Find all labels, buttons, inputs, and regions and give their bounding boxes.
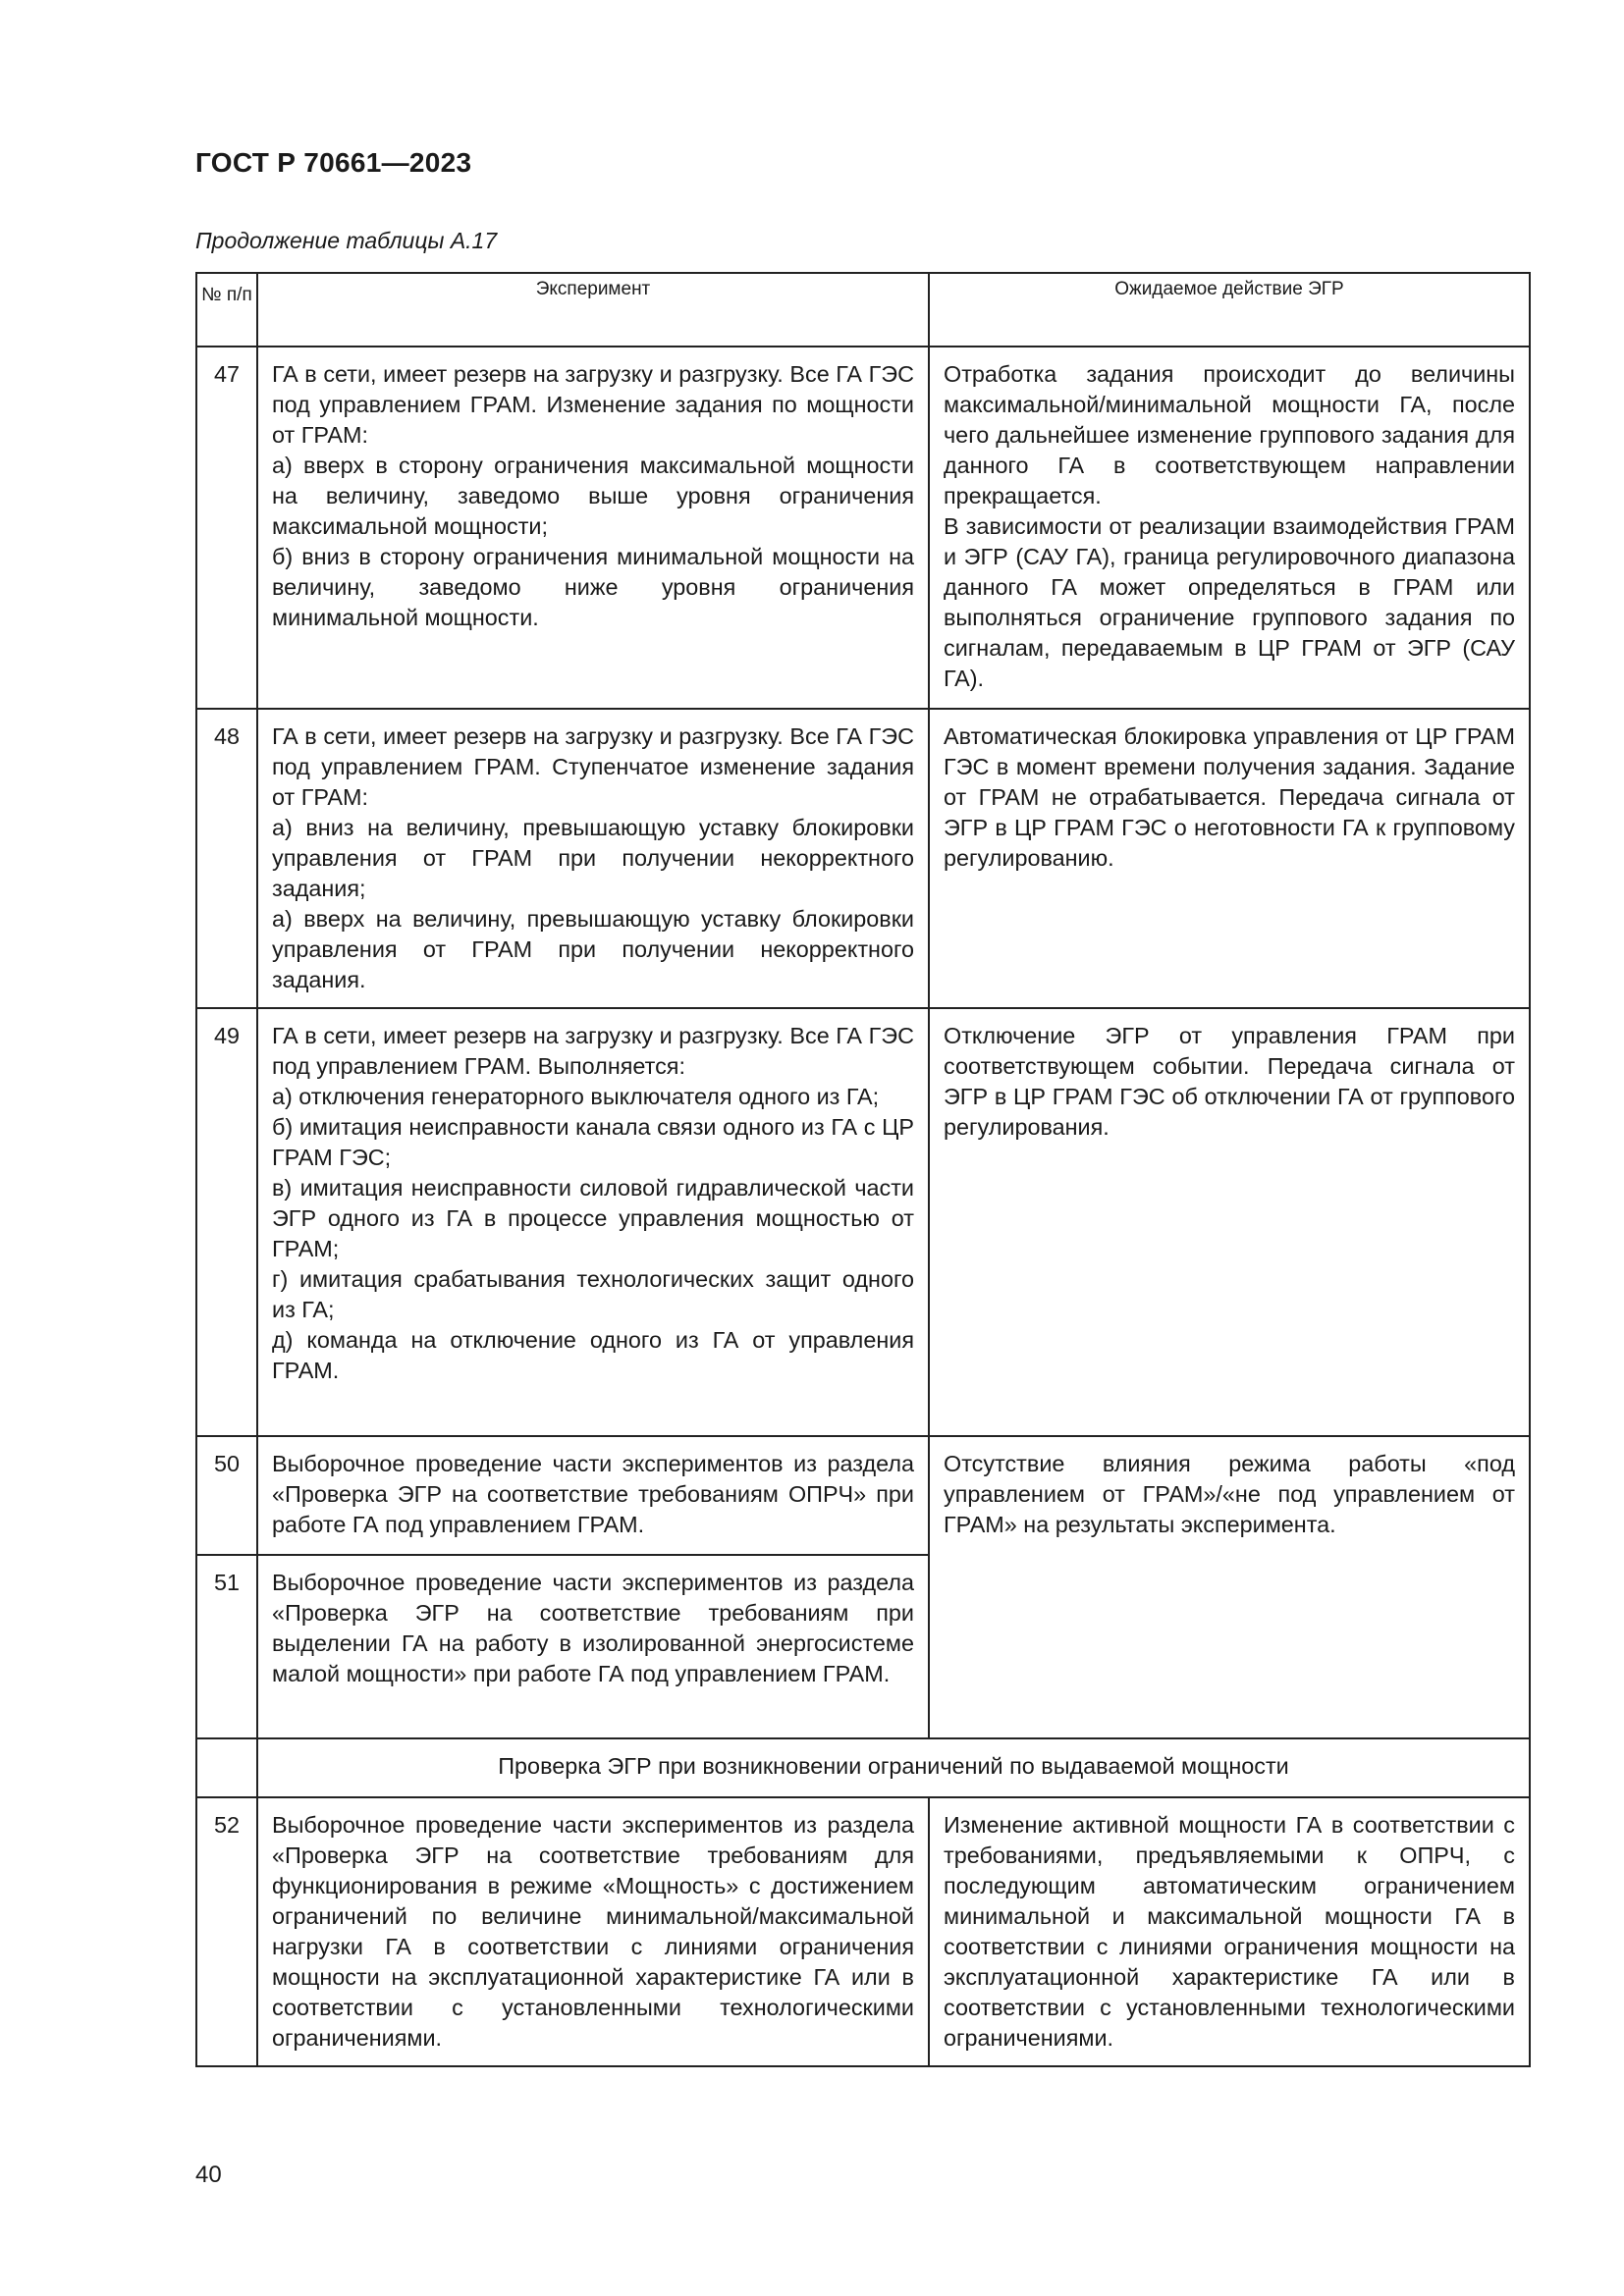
- section-heading: Проверка ЭГР при возникновении ограничений по выдаваемой мощности: [257, 1738, 1530, 1797]
- row-number: 49: [196, 1008, 257, 1436]
- action-paragraph: Отключение ЭГР от управления ГРАМ при соответствующем событии. Передача сигнала от ЭГР в ЦР ГРАМ ГЭС об отключении ГА от группового регулирования.: [944, 1023, 1515, 1140]
- action-paragraph: В зависимости от реализации взаимодействия ГРАМ и ЭГР (САУ ГА), граница регулировочного диапазона данного ГА может определяться в ГРАМ или выполняться ограничение группового задания по сигналам, передаваемым в ЦР ГРАМ от ЭГР (САУ ГА).: [944, 513, 1515, 691]
- row-number: 51: [196, 1555, 257, 1738]
- experiment-cell: [257, 1008, 929, 1436]
- table-row-50: [196, 1436, 1530, 1555]
- experiment-cell: [257, 1555, 929, 1738]
- section-row: [196, 1738, 1530, 1797]
- experiment-line: а) вверх в сторону ограничения максимальной мощности на величину, заведомо выше уровня ограничения максимальной мощности;: [272, 453, 914, 539]
- merged-action-cell: [929, 1436, 1530, 1738]
- experiment-line: Выборочное проведение части экспериментов из раздела «Проверка ЭГР на соответствие требованиям для функционирования в режиме «Мощность» с достижением ограничений по величине минимальной/максимальной нагрузки ГА в соответствии с линиями ограничения мощности на эксплуатационной характеристике ГА или в соответствии с установленными технологическими ограничениями.: [272, 1812, 914, 2051]
- experiment-line: а) отключения генераторного выключателя одного из ГА;: [272, 1084, 880, 1109]
- experiment-line: б) вниз в сторону ограничения минимальной мощности на величину, заведомо ниже уровня ограничения минимальной мощности.: [272, 544, 914, 630]
- action-cell: [929, 1008, 1530, 1436]
- experiment-line: ГА в сети, имеет резерв на загрузку и разгрузку. Все ГА ГЭС под управлением ГРАМ. Выполняется:: [272, 1023, 914, 1079]
- table-row-52: [196, 1797, 1530, 2066]
- action-cell: [929, 347, 1530, 709]
- row-number: 50: [196, 1436, 257, 1555]
- table-header-row: [196, 273, 1530, 347]
- experiment-line: Выборочное проведение части экспериментов из раздела «Проверка ЭГР на соответствие требованиям при выделении ГА на работу в изолированной энергосистеме малой мощности» при работе ГА под управлением ГРАМ.: [272, 1570, 914, 1686]
- column-header-expected-action: Ожидаемое действие ЭГР: [929, 273, 1530, 347]
- table-row-49: [196, 1008, 1530, 1436]
- column-header-experiment: Эксперимент: [257, 273, 929, 347]
- action-paragraph: Отсутствие влияния режима работы «под управлением от ГРАМ»/«не под управлением от ГРАМ» на результаты эксперимента.: [944, 1451, 1515, 1537]
- section-empty-cell: [196, 1738, 257, 1797]
- experiment-line: в) имитация неисправности силовой гидравлической части ЭГР одного из ГА в процессе управления мощностью от ГРАМ;: [272, 1175, 914, 1261]
- row-number: 48: [196, 709, 257, 1008]
- experiment-line: ГА в сети, имеет резерв на загрузку и разгрузку. Все ГА ГЭС под управлением ГРАМ. Ступенчатое изменение задания от ГРАМ:: [272, 723, 914, 810]
- row-number: 47: [196, 347, 257, 709]
- experiment-line: а) вверх на величину, превышающую уставку блокировки управления от ГРАМ при получении некорректного задания.: [272, 906, 914, 992]
- action-paragraph: Изменение активной мощности ГА в соответствии с требованиями, предъявляемыми к ОПРЧ, с последующим автоматическим ограничением минимальной и максимальной мощности ГА в соответствии с линиями ограничения мощности на эксплуатационной характеристике ГА или в соответствии с установленными технологическими ограничениями.: [944, 1812, 1515, 2051]
- experiment-line: Выборочное проведение части экспериментов из раздела «Проверка ЭГР на соответствие требованиям ОПРЧ» при работе ГА под управлением ГРАМ.: [272, 1451, 914, 1537]
- experiment-line: д) команда на отключение одного из ГА от управления ГРАМ.: [272, 1327, 914, 1383]
- experiment-line: а) вниз на величину, превышающую уставку блокировки управления от ГРАМ при получении некорректного задания;: [272, 815, 914, 901]
- action-cell: [929, 1797, 1530, 2066]
- experiment-cell: [257, 1436, 929, 1555]
- action-paragraph: Автоматическая блокировка управления от ЦР ГРАМ ГЭС в момент времени получения задания. Задание от ГРАМ не отрабатывается. Передача сигнала от ЭГР в ЦР ГРАМ ГЭС о неготовности ГА к групповому регулированию.: [944, 723, 1515, 871]
- action-cell: [929, 709, 1530, 1008]
- row-number: 52: [196, 1797, 257, 2066]
- experiment-cell: [257, 709, 929, 1008]
- experiments-table: [195, 272, 1531, 2067]
- experiment-line: ГА в сети, имеет резерв на загрузку и разгрузку. Все ГА ГЭС под управлением ГРАМ. Изменение задания по мощности от ГРАМ:: [272, 361, 914, 448]
- table-row-47: [196, 347, 1530, 709]
- page-number: 40: [195, 2162, 222, 2188]
- experiment-cell: [257, 1797, 929, 2066]
- experiment-cell: [257, 347, 929, 709]
- table-row-48: [196, 709, 1530, 1008]
- experiment-line: г) имитация срабатывания технологических защит одного из ГА;: [272, 1266, 914, 1322]
- column-header-number: № п/п: [196, 273, 257, 347]
- experiment-line: б) имитация неисправности канала связи одного из ГА с ЦР ГРАМ ГЭС;: [272, 1114, 914, 1170]
- table-continuation-caption: Продолжение таблицы А.17: [195, 228, 498, 253]
- action-paragraph: Отработка задания происходит до величины максимальной/минимальной мощности ГА, после чего дальнейшее изменение группового задания для данного ГА в соответствующем направлении прекращается.: [944, 361, 1515, 508]
- document-header: ГОСТ Р 70661—2023: [195, 147, 472, 178]
